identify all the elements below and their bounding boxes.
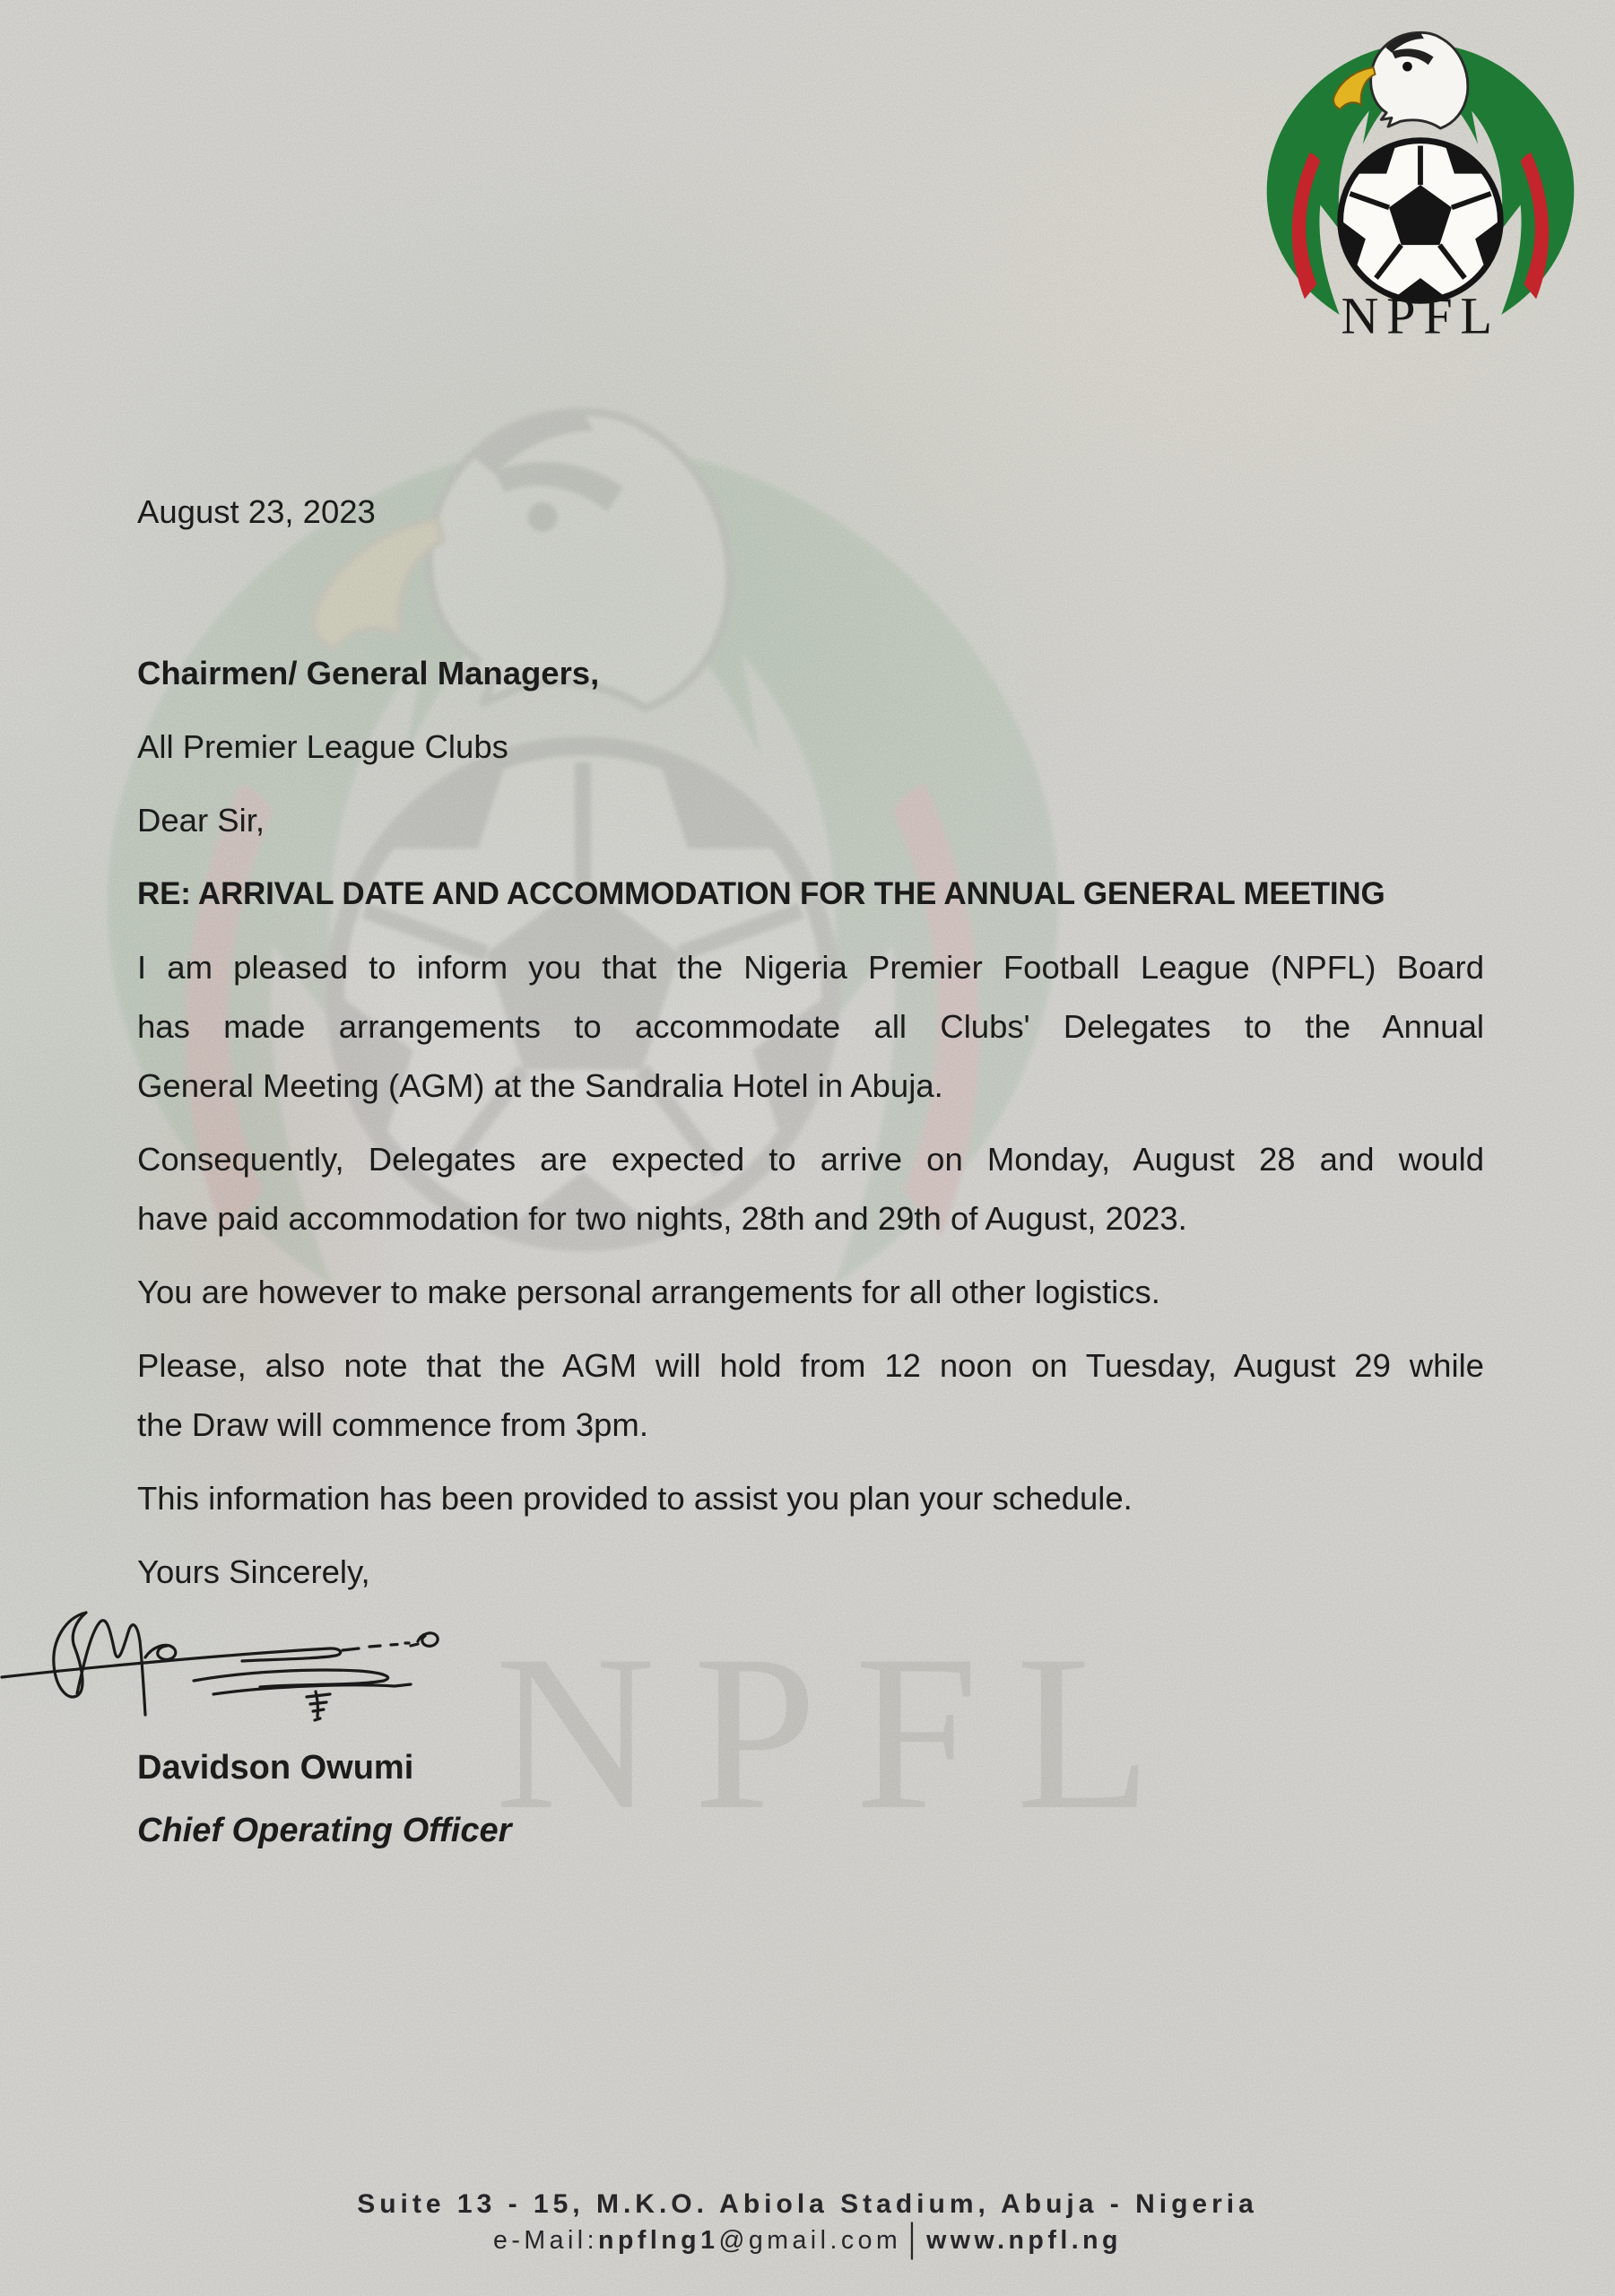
letter-body <box>137 0 1484 1874</box>
paragraph-line: This information has been provided to assist you plan your schedule. <box>137 1480 1133 1517</box>
footer-website: www.npfl.ng <box>926 2226 1122 2255</box>
footer-address: Suite 13 - 15, M.K.O. Abiola Stadium, Abuja - Nigeria <box>357 2189 1258 2219</box>
letter-paragraphs <box>137 938 1484 1528</box>
recipient-org: All Premier League Clubs <box>137 728 508 765</box>
closing: Yours Sincerely, <box>137 1553 370 1590</box>
letter-paragraph <box>137 1130 1484 1248</box>
email-label: e-Mail: <box>493 2226 599 2255</box>
letter-paragraph <box>137 1336 1484 1455</box>
paragraph-line: has made arrangements to accommodate all Clubs' Delegates to the Annual <box>137 1008 1484 1045</box>
signature-scribble <box>0 1604 466 1729</box>
letter-paragraph <box>137 1263 1484 1322</box>
footer-contact <box>0 2216 1615 2261</box>
signatory-name: Davidson Owumi <box>137 1749 414 1787</box>
paragraph-line: Please, also note that the AGM will hold from 12 noon on Tuesday, August 29 while <box>137 1347 1484 1384</box>
footer-separator: | <box>908 2216 920 2261</box>
email-domain: @gmail.com <box>718 2226 902 2255</box>
subject-line: RE: ARRIVAL DATE AND ACCOMMODATION FOR THE ANNUAL GENERAL MEETING <box>137 876 1385 911</box>
paragraph-line: have paid accommodation for two nights, 28th and 29th of August, 2023. <box>137 1200 1187 1237</box>
paragraph-line: Consequently, Delegates are expected to arrive on Monday, August 28 and would <box>137 1141 1484 1178</box>
letter-date: August 23, 2023 <box>137 493 376 530</box>
signature-block <box>137 1616 1484 1724</box>
text-watermark: NPFL <box>495 1609 1190 1856</box>
paragraph-line: General Meeting (AGM) at the Sandralia Hotel in Abuja. <box>137 1067 943 1104</box>
paragraph-line: the Draw will commence from 3pm. <box>137 1406 648 1443</box>
paragraph-line: You are however to make personal arrangements for all other logistics. <box>137 1274 1160 1310</box>
letter-paragraph <box>137 938 1484 1116</box>
recipient-title: Chairmen/ General Managers, <box>137 655 600 691</box>
signatory-title: Chief Operating Officer <box>137 1812 512 1849</box>
letterhead-footer <box>0 2187 1615 2261</box>
email-user: npflng1 <box>598 2226 719 2255</box>
paragraph-line: I am pleased to inform you that the Nigeria Premier Football League (NPFL) Board <box>137 949 1484 986</box>
salutation: Dear Sir, <box>137 802 265 839</box>
logo-wordmark: NPFL <box>1341 286 1500 345</box>
letter-paragraph <box>137 1469 1484 1528</box>
